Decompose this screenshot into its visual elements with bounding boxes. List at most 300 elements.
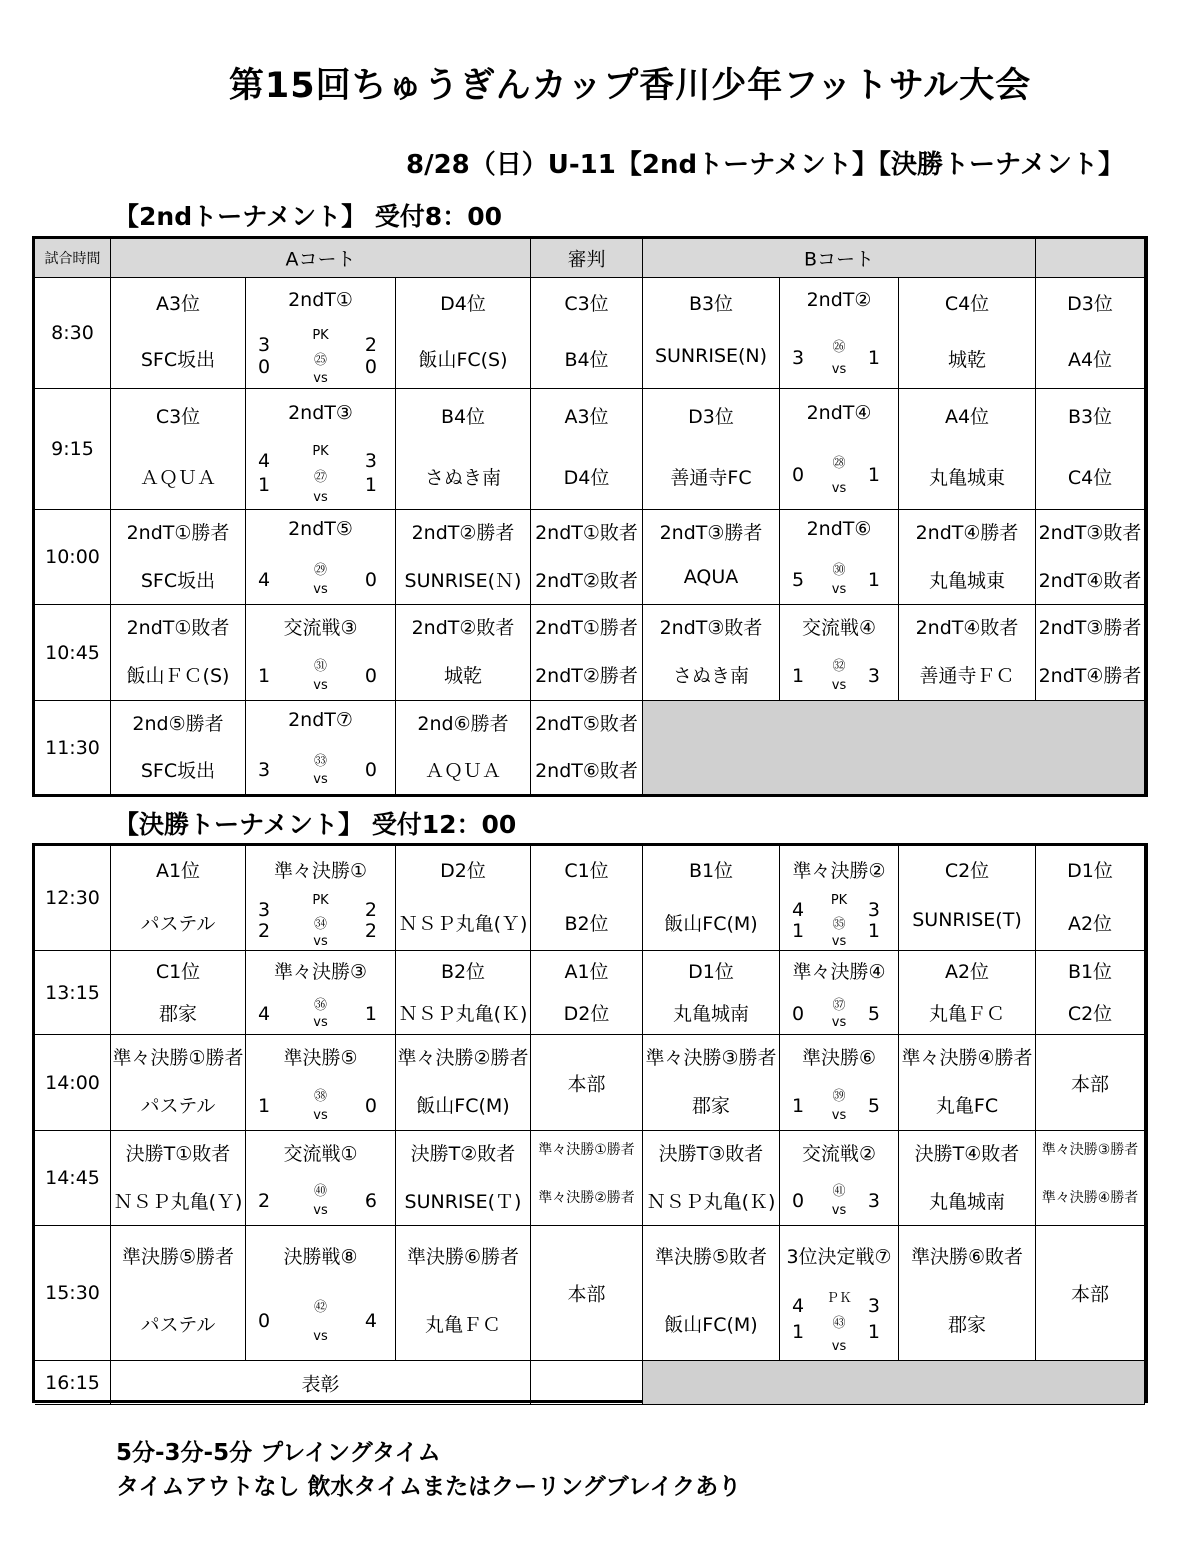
final-row-4-courtB-match-score-right: 1 <box>867 1321 880 1344</box>
final-row-2-courtB-match-score-right: 5 <box>867 1094 880 1117</box>
second-row-3-referee-a <box>531 605 643 701</box>
page-title: 第15回ちゅうぎんカップ香川少年フットサル大会 <box>228 66 1032 106</box>
final-row-3-courtA-match-label: 交流戦① <box>283 1143 358 1165</box>
final-row-0-time <box>35 846 111 951</box>
final-row-0-courtB-team2-bottom: SUNRISE(T) <box>912 908 1022 931</box>
final-row-1-courtA-team1 <box>111 951 246 1035</box>
final-row-2-courtA-team2-top: 準々決勝②勝者 <box>397 1047 529 1070</box>
final-row-1-courtB-team2-top: A2位 <box>944 960 990 983</box>
final-row-2-courtB-team2-bottom: 丸亀FC <box>935 1095 999 1118</box>
second-row-2-courtB-team1 <box>643 510 780 605</box>
final-row-2-courtA-match <box>246 1035 396 1131</box>
second-row-2-courtB-team2-top: 2ndT④勝者 <box>915 522 1019 544</box>
second-row-1-referee-b-bottom: C4位 <box>1067 466 1113 489</box>
second-row-4-courtA-match-score <box>246 742 395 794</box>
header-court-b-label: Bコート <box>803 248 875 271</box>
second-row-1-courtB-match-vs: vs <box>831 481 847 497</box>
second-row-3-referee-b-top: 2ndT③勝者 <box>1038 617 1142 640</box>
second-row-0-courtA-match <box>246 278 396 389</box>
final-row-3-courtB-team2-bottom: 丸亀城南 <box>928 1190 1005 1213</box>
final-row-3-courtA-match-match-number: ㊵ <box>313 1184 327 1200</box>
second-row-1-courtB-match <box>780 389 899 510</box>
award-ceremony-label: 表彰 <box>301 1373 340 1395</box>
second-row-3-time-label: 10:45 <box>45 641 100 664</box>
header-time-label: 試合時間 <box>44 251 101 267</box>
second-row-1-courtA-match <box>246 389 396 510</box>
final-row-3-courtB-team1-bottom: ＮＳＰ丸亀(Ｋ) <box>646 1190 776 1213</box>
second-row-1-time-label: 9:15 <box>51 438 94 460</box>
final-row-2-courtB-team2 <box>899 1035 1036 1131</box>
final-row-1-courtB-match-score <box>780 988 898 1034</box>
second-row-1-courtB-team1-bottom: 善通寺FC <box>670 466 752 489</box>
final-row-0-courtA-team1-bottom: パステル <box>140 912 216 935</box>
final-row-4-time-label: 15:30 <box>45 1282 100 1304</box>
second-row-1-referee-b-top: B3位 <box>1067 406 1113 429</box>
final-row-4-courtB-team2-top: 準決勝⑥敗者 <box>910 1246 1024 1268</box>
second-row-4-courtA-team2-top: 2nd⑥勝者 <box>417 712 509 735</box>
second-row-2-courtA-team1-bottom: SFC坂出 <box>140 569 216 592</box>
second-row-4-empty-block <box>643 701 1145 795</box>
award-time <box>35 1361 111 1405</box>
final-row-0-courtB-match-score-right: 1 <box>867 919 880 942</box>
final-row-0-time-label: 12:30 <box>45 887 100 909</box>
second-row-1-courtB-team2-bottom: 丸亀城東 <box>928 466 1005 489</box>
second-row-1-courtA-team2-bottom: さぬき南 <box>424 466 501 489</box>
second-row-0-courtA-match-pk-label: PK <box>312 328 329 344</box>
final-row-0-courtB-match-pk-label: PK <box>830 893 848 909</box>
final-row-0-courtA-team2 <box>396 846 531 951</box>
award-ceremony <box>111 1361 531 1405</box>
final-row-4-courtB-match <box>780 1226 899 1361</box>
second-row-1-courtB-match-score-left: 0 <box>792 464 805 487</box>
final-row-2-courtA-team2-bottom: 飯山FC(M) <box>416 1095 510 1118</box>
second-row-4-referee-a-bottom: 2ndT⑥敗者 <box>535 759 638 782</box>
second-row-3-courtB-match-match-number: ㉜ <box>832 658 846 674</box>
final-row-1-courtB-match-score-right: 5 <box>867 1003 880 1026</box>
final-row-0-referee-b <box>1036 846 1145 951</box>
second-row-4-time-label: 11:30 <box>45 736 100 759</box>
final-row-3-courtB-team2-top: 決勝T④敗者 <box>914 1143 1020 1165</box>
second-row-1-referee-a <box>531 389 643 510</box>
second-row-0-courtA-team1-top: A3位 <box>155 293 201 316</box>
final-row-4-courtB-match-match-number: ㊸ <box>832 1316 846 1332</box>
final-row-0-courtA-team1-top: A1位 <box>155 860 201 882</box>
second-row-3-courtB-match-score-left: 1 <box>792 664 805 687</box>
final-row-2-time <box>35 1035 111 1131</box>
second-row-2-referee-a-bottom: 2ndT②敗者 <box>535 569 638 592</box>
final-row-1-courtA-match-match-number: ㊱ <box>313 998 327 1014</box>
second-row-1-courtA-match-score <box>246 442 395 509</box>
second-row-0-referee-b <box>1036 278 1145 389</box>
second-row-3-courtB-team1-top: 2ndT③敗者 <box>659 617 763 640</box>
second-row-1-courtB-match-score-right: 1 <box>867 464 880 487</box>
final-row-1-courtB-match-match-number: ㊲ <box>832 998 846 1014</box>
final-row-4-courtA-match-match-number: ㊷ <box>313 1300 327 1316</box>
second-row-4-courtA-team1 <box>111 701 246 795</box>
second-row-1-courtA-team1 <box>111 389 246 510</box>
final-row-1-courtB-team1 <box>643 951 780 1035</box>
second-row-0-courtB-match-score <box>780 327 898 388</box>
second-row-2-courtA-match-score-left: 4 <box>258 568 271 591</box>
final-row-1-referee-b <box>1036 951 1145 1035</box>
second-row-4-courtA-match-match-number: ㉝ <box>313 753 327 769</box>
second-row-0-courtB-team2 <box>899 278 1036 389</box>
second-row-0-courtA-team2-top: D4位 <box>440 293 486 316</box>
final-row-2-courtB-match-score-left: 1 <box>792 1094 805 1117</box>
award-time-label: 16:15 <box>45 1371 100 1394</box>
final-row-4-referee-b <box>1036 1226 1145 1361</box>
second-row-2-courtA-team2-bottom: SUNRISE(Ｎ) <box>404 569 522 592</box>
final-row-1-courtA-match-score <box>246 988 395 1034</box>
second-row-1-courtA-match-label: 2ndT③ <box>288 402 353 425</box>
final-row-0-referee-b-bottom: A2位 <box>1067 912 1113 935</box>
final-row-4-courtA-team1 <box>111 1226 246 1361</box>
second-row-1-courtA-team2-top: B4位 <box>440 406 486 429</box>
final-row-0-referee-a-top: C1位 <box>564 860 609 882</box>
second-row-1-referee-a-bottom: D4位 <box>563 466 610 489</box>
second-row-0-courtB-team1 <box>643 278 780 389</box>
final-row-4-courtB-match-label: 3位決定戦⑦ <box>786 1246 892 1268</box>
final-row-4-courtA-match <box>246 1226 396 1361</box>
final-row-3-courtB-team1-top: 決勝T③敗者 <box>658 1143 764 1165</box>
second-row-2-courtA-team2-top: 2ndT②勝者 <box>411 522 515 544</box>
final-row-3-courtB-match-score-right: 3 <box>867 1189 880 1212</box>
final-row-4-courtB-team1 <box>643 1226 780 1361</box>
second-row-4-referee-a-top: 2ndT⑤敗者 <box>535 712 638 735</box>
final-row-3-courtA-match-score-left: 2 <box>258 1189 271 1212</box>
final-row-2-courtB-team1-top: 準々決勝③勝者 <box>645 1047 777 1070</box>
final-row-1-time <box>35 951 111 1035</box>
final-row-1-courtA-team2 <box>396 951 531 1035</box>
second-row-3-courtA-team1-top: 2ndT①敗者 <box>126 617 230 640</box>
second-row-2-courtB-match-score-right: 1 <box>867 568 880 591</box>
final-row-3-courtB-match-vs: vs <box>831 1203 847 1219</box>
final-row-3-courtA-team1 <box>111 1131 246 1226</box>
second-row-0-courtA-match-pk-left: 3 <box>258 334 271 357</box>
final-row-1-courtB-match-vs: vs <box>831 1014 847 1030</box>
final-row-0-courtB-match-match-number: ㉟ <box>832 917 846 933</box>
second-row-0-courtB-match-match-number: ㉖ <box>832 339 846 355</box>
final-row-4-courtB-team1-top: 準決勝⑤敗者 <box>654 1246 768 1268</box>
header-court-a <box>111 239 531 278</box>
second-row-0-referee-b-bottom: A4位 <box>1067 348 1113 371</box>
final-row-1-courtA-team2-bottom: ＮＳＰ丸亀(Ｋ) <box>398 1002 528 1025</box>
second-row-4-courtA-team1-top: 2nd⑤勝者 <box>132 712 224 735</box>
second-row-2-courtB-match-label: 2ndT⑥ <box>806 518 872 540</box>
final-row-3-referee-a-top: 準々決勝①勝者 <box>538 1142 635 1158</box>
header-court-b <box>643 239 1036 278</box>
second-row-3-courtB-match-vs: vs <box>831 677 847 693</box>
footer-notes: タイムアウトなし 飲水タイムまたはクーリングブレイクあり <box>116 1474 742 1500</box>
final-row-0-courtB-team2 <box>899 846 1036 951</box>
header-referee-label: 審判 <box>567 248 606 271</box>
header-referee-b <box>1036 239 1145 278</box>
second-row-1-referee-b <box>1036 389 1145 510</box>
second-row-1-courtB-match-match-number: ㉘ <box>832 455 846 471</box>
second-row-2-referee-a-top: 2ndT①敗者 <box>535 522 638 544</box>
second-row-3-time <box>35 605 111 701</box>
second-row-1-courtA-match-pk-right: 3 <box>364 450 377 473</box>
second-row-0-courtB-match-vs: vs <box>831 362 847 378</box>
second-row-2-referee-b-top: 2ndT③敗者 <box>1038 522 1142 544</box>
final-row-3-courtB-team2 <box>899 1131 1036 1226</box>
section-final-tournament: 【決勝トーナメント】 受付12：00 <box>114 810 517 839</box>
second-row-3-courtA-match <box>246 605 396 701</box>
final-row-0-courtB-match-score <box>780 892 898 950</box>
final-row-1-courtB-team2 <box>899 951 1036 1035</box>
second-row-2-time <box>35 510 111 605</box>
second-row-3-referee-a-bottom: 2ndT②勝者 <box>535 665 638 688</box>
second-row-1-courtA-team2 <box>396 389 531 510</box>
final-row-3-referee-b-bottom: 準々決勝④勝者 <box>1041 1189 1139 1206</box>
final-row-1-referee-b-bottom: C2位 <box>1067 1002 1113 1025</box>
final-row-2-courtA-match-match-number: ㊳ <box>313 1088 327 1104</box>
final-row-4-courtB-match-score-left: 1 <box>792 1321 805 1344</box>
second-row-3-courtA-team1 <box>111 605 246 701</box>
second-row-2-courtB-team1-top: 2ndT③勝者 <box>659 522 763 544</box>
second-row-3-courtB-team2-bottom: 善通寺ＦＣ <box>919 665 1015 688</box>
second-row-3-courtA-team2 <box>396 605 531 701</box>
final-row-4-courtB-team1-bottom: 飯山FC(M) <box>664 1313 758 1336</box>
final-row-2-courtB-match-vs: vs <box>831 1107 847 1123</box>
final-row-1-courtA-match-label: 準々決勝③ <box>273 960 368 983</box>
final-row-1-courtB-team1-bottom: 丸亀城南 <box>672 1002 749 1025</box>
final-row-0-courtB-match-vs: vs <box>831 933 847 949</box>
final-row-1-courtB-match-score-left: 0 <box>792 1003 805 1026</box>
second-row-4-courtA-team2-bottom: ＡＱＵＡ <box>424 759 501 782</box>
final-row-4-courtB-team2-bottom: 郡家 <box>947 1313 986 1336</box>
final-row-0-courtB-match-pk-left: 4 <box>792 899 805 922</box>
final-row-0-courtA-match-pk-label: PK <box>312 893 329 909</box>
second-row-3-courtB-team2-top: 2ndT④敗者 <box>915 617 1019 640</box>
section-2nd-tournament: 【2ndトーナメント】 受付8：00 <box>114 202 502 231</box>
second-row-3-courtA-match-score-left: 1 <box>258 664 271 687</box>
second-row-0-courtA-match-label: 2ndT① <box>288 289 353 312</box>
final-row-1-referee-a <box>531 951 643 1035</box>
final-row-1-time-label: 13:15 <box>45 981 100 1004</box>
final-row-3-courtB-match-score-left: 0 <box>792 1189 805 1212</box>
second-row-0-courtA-match-score <box>246 327 395 388</box>
final-row-4-courtA-team2 <box>396 1226 531 1361</box>
final-row-0-referee-a <box>531 846 643 951</box>
second-row-1-courtA-match-pk-label: PK <box>312 443 329 459</box>
final-row-4-courtA-team2-top: 準決勝⑥勝者 <box>406 1246 520 1268</box>
final-row-3-courtB-match-match-number: ㊶ <box>832 1184 846 1200</box>
second-row-2-courtA-match-match-number: ㉙ <box>313 563 327 579</box>
schedule-table-final <box>32 843 1148 1403</box>
second-row-4-courtA-match-score-left: 3 <box>258 759 271 782</box>
second-row-4-courtA-match <box>246 701 396 795</box>
second-row-0-courtB-team2-bottom: 城乾 <box>947 348 986 371</box>
final-row-1-courtA-team1-top: C1位 <box>155 960 201 983</box>
final-row-0-courtA-team2-bottom: ＮＳＰ丸亀(Ｙ) <box>398 912 528 935</box>
second-row-1-courtA-team1-bottom: ＡＱＵＡ <box>139 466 216 489</box>
second-row-1-courtA-match-score-right: 1 <box>364 474 377 497</box>
final-row-4-courtA-match-score <box>246 1286 395 1360</box>
final-row-2-courtB-match-match-number: ㊴ <box>832 1088 846 1104</box>
second-row-3-referee-b-bottom: 2ndT④勝者 <box>1038 665 1142 688</box>
final-row-2-courtA-team2 <box>396 1035 531 1131</box>
second-row-1-courtA-team1-top: C3位 <box>155 406 201 429</box>
final-row-0-courtA-match-pk-left: 3 <box>258 899 271 922</box>
final-row-0-courtA-match-score-left: 2 <box>258 919 271 942</box>
footer-playing-time: 5分-3分-5分 プレイングタイム <box>116 1440 441 1466</box>
final-row-0-courtB-match-pk-right: 3 <box>867 899 880 922</box>
second-row-3-referee-b <box>1036 605 1145 701</box>
second-row-0-referee-a-top: C3位 <box>564 293 609 316</box>
final-row-0-courtB-team1 <box>643 846 780 951</box>
final-row-4-time <box>35 1226 111 1361</box>
final-row-2-courtB-team1-bottom: 郡家 <box>691 1095 730 1118</box>
final-row-2-referee-a <box>531 1035 643 1131</box>
final-row-1-courtA-match-score-left: 4 <box>258 1003 271 1026</box>
final-row-3-courtA-team2-top: 決勝T②敗者 <box>410 1143 516 1165</box>
final-row-4-courtB-team2 <box>899 1226 1036 1361</box>
second-row-4-courtA-team1-bottom: SFC坂出 <box>140 759 216 782</box>
final-row-1-referee-a-top: A1位 <box>564 960 609 983</box>
second-row-3-courtA-team2-top: 2ndT②敗者 <box>411 617 515 640</box>
final-row-2-courtA-match-score <box>246 1077 395 1130</box>
second-row-2-courtB-match <box>780 510 899 605</box>
second-row-0-courtB-match-label: 2ndT② <box>806 289 872 312</box>
second-row-3-courtB-match-label: 交流戦④ <box>801 617 877 640</box>
second-row-0-courtA-match-pk-right: 2 <box>364 334 377 357</box>
second-row-4-courtA-match-score-right: 0 <box>364 759 377 782</box>
second-row-2-courtA-match-vs: vs <box>313 582 328 598</box>
second-row-1-courtB-team1 <box>643 389 780 510</box>
second-row-3-courtA-match-match-number: ㉛ <box>313 658 327 674</box>
final-row-3-referee-a-bottom: 準々決勝②勝者 <box>538 1189 635 1206</box>
second-row-2-courtB-match-match-number: ㉚ <box>832 563 846 579</box>
final-row-1-courtB-team1-top: D1位 <box>688 960 734 983</box>
second-row-0-time <box>35 278 111 389</box>
second-row-2-courtA-match-label: 2ndT⑤ <box>288 518 353 540</box>
header-referee <box>531 239 643 278</box>
final-row-2-courtA-match-label: 準決勝⑤ <box>283 1047 358 1070</box>
final-row-0-courtA-match <box>246 846 396 951</box>
final-row-4-courtA-match-score-left: 0 <box>258 1310 271 1333</box>
final-row-4-courtA-team2-bottom: 丸亀ＦＣ <box>424 1313 501 1336</box>
final-row-3-referee-b <box>1036 1131 1145 1226</box>
final-row-4-courtB-match-pk-right: 3 <box>867 1294 880 1317</box>
second-row-1-courtB-match-label: 2ndT④ <box>806 402 872 425</box>
final-row-2-courtA-team1 <box>111 1035 246 1131</box>
award-empty-block <box>643 1361 1145 1405</box>
final-row-3-courtA-team2-bottom: SUNRISE(Ｔ) <box>404 1190 522 1213</box>
second-row-4-courtA-team2 <box>396 701 531 795</box>
second-row-2-courtB-match-score-left: 5 <box>792 568 805 591</box>
final-row-1-courtB-match-label: 準々決勝④ <box>792 960 886 983</box>
second-row-3-courtB-team1 <box>643 605 780 701</box>
final-row-0-courtA-match-score <box>246 892 395 950</box>
final-row-3-courtA-team1-bottom: ＮＳＰ丸亀(Ｙ) <box>113 1190 243 1213</box>
second-row-1-courtB-team2 <box>899 389 1036 510</box>
final-row-0-courtB-team2-top: C2位 <box>944 860 990 882</box>
final-row-1-courtA-match-score-right: 1 <box>364 1003 377 1026</box>
second-row-3-courtB-match <box>780 605 899 701</box>
second-row-1-courtA-match-score-left: 1 <box>258 474 271 497</box>
final-row-4-courtA-team1-bottom: パステル <box>140 1313 216 1336</box>
final-row-3-referee-b-top: 準々決勝③勝者 <box>1041 1142 1139 1158</box>
second-row-3-courtB-match-score-right: 3 <box>867 664 880 687</box>
final-row-2-courtA-team1-top: 準々決勝①勝者 <box>112 1047 244 1070</box>
second-row-0-courtA-match-score-left: 0 <box>258 356 271 379</box>
final-row-0-courtA-match-label: 準々決勝① <box>273 860 368 882</box>
final-row-0-courtA-team2-top: D2位 <box>440 860 486 882</box>
final-row-2-referee-a-label: 本部 <box>567 1073 606 1095</box>
final-row-0-courtB-team1-bottom: 飯山FC(M) <box>664 912 758 935</box>
final-row-3-time-label: 14:45 <box>45 1167 100 1189</box>
final-row-1-courtB-match <box>780 951 899 1035</box>
final-row-0-courtA-match-vs: vs <box>313 933 328 949</box>
final-row-4-courtA-team1-top: 準決勝⑤勝者 <box>121 1246 235 1268</box>
final-row-0-referee-b-top: D1位 <box>1067 860 1113 882</box>
second-row-0-courtB-match-score-right: 1 <box>867 347 880 370</box>
final-row-4-courtB-match-pk-left: 4 <box>792 1294 805 1317</box>
second-row-3-courtA-match-score <box>246 647 395 700</box>
final-row-4-referee-a-label: 本部 <box>567 1283 606 1306</box>
final-row-4-referee-a <box>531 1226 643 1361</box>
final-row-2-courtB-match-score <box>780 1077 898 1130</box>
second-row-1-courtA-match-vs: vs <box>313 490 328 506</box>
second-row-0-courtA-match-score-right: 0 <box>364 356 377 379</box>
final-row-0-courtA-team1 <box>111 846 246 951</box>
award-empty-ref <box>531 1361 643 1405</box>
final-row-1-referee-b-top: B1位 <box>1067 960 1113 983</box>
second-row-1-courtA-match-pk-left: 4 <box>258 450 271 473</box>
second-row-4-courtA-match-label: 2ndT⑦ <box>288 708 353 731</box>
second-row-2-referee-b-bottom: 2ndT④敗者 <box>1038 569 1142 592</box>
second-row-4-referee-a <box>531 701 643 795</box>
final-row-2-time-label: 14:00 <box>45 1071 100 1094</box>
second-row-0-courtA-team2-bottom: 飯山FC(S) <box>418 348 508 371</box>
second-row-0-courtA-match-match-number: ㉕ <box>313 352 327 368</box>
second-row-4-time <box>35 701 111 795</box>
final-row-2-courtA-match-score-left: 1 <box>258 1094 271 1117</box>
second-row-4-courtA-match-vs: vs <box>313 772 328 788</box>
final-row-4-courtB-match-pk-label: ＰＫ <box>825 1291 852 1307</box>
final-row-2-courtB-team2-top: 準々決勝④勝者 <box>901 1047 1033 1070</box>
final-row-3-courtA-match-score <box>246 1173 395 1225</box>
second-row-2-courtA-match-score-right: 0 <box>364 568 377 591</box>
second-row-1-referee-a-top: A3位 <box>564 406 609 429</box>
final-row-4-courtB-match-score <box>780 1286 898 1360</box>
final-row-0-referee-a-bottom: B2位 <box>564 912 609 935</box>
final-row-2-referee-b-label: 本部 <box>1070 1073 1109 1095</box>
second-row-1-time <box>35 389 111 510</box>
final-row-0-courtA-match-match-number: ㉞ <box>313 917 327 933</box>
final-row-2-referee-b <box>1036 1035 1145 1131</box>
final-row-3-courtB-team1 <box>643 1131 780 1226</box>
second-row-0-courtB-team1-top: B3位 <box>688 293 734 316</box>
second-row-2-courtB-team2 <box>899 510 1036 605</box>
final-row-0-courtA-match-pk-right: 2 <box>364 899 377 922</box>
final-row-3-time <box>35 1131 111 1226</box>
second-row-0-courtA-match-vs: vs <box>313 370 328 386</box>
second-row-0-courtB-match-score-left: 3 <box>792 347 805 370</box>
second-row-2-referee-b <box>1036 510 1145 605</box>
final-row-1-courtB-team2-bottom: 丸亀ＦＣ <box>928 1002 1005 1025</box>
final-row-2-courtA-match-vs: vs <box>313 1107 328 1123</box>
final-row-1-courtA-team1-bottom: 郡家 <box>158 1002 197 1025</box>
final-row-1-referee-a-bottom: D2位 <box>563 1002 610 1025</box>
final-row-2-courtB-team1 <box>643 1035 780 1131</box>
final-row-3-courtB-match-score <box>780 1173 898 1225</box>
second-row-2-courtB-match-score <box>780 552 898 604</box>
second-row-2-courtA-team1 <box>111 510 246 605</box>
second-row-3-courtA-match-score-right: 0 <box>364 664 377 687</box>
second-row-0-referee-b-top: D3位 <box>1067 293 1113 316</box>
